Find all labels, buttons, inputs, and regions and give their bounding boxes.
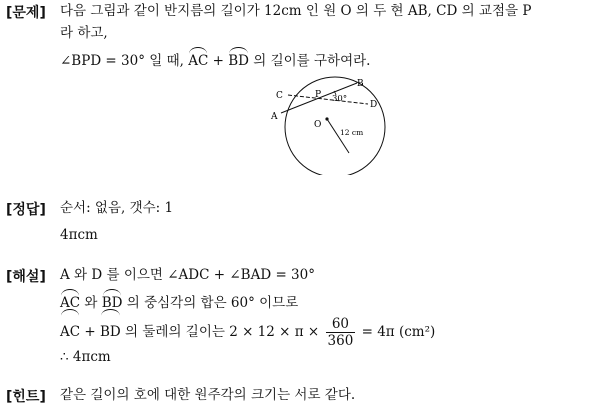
arc-ac: AC — [188, 50, 208, 70]
radius-label: 12 cm — [340, 128, 364, 137]
explanation-tag: [해설] — [6, 269, 46, 285]
problem-line-3 — [60, 50, 370, 70]
central-angle-text: 의 중심각의 합은 60° 이므로 — [122, 295, 299, 311]
answer-tag: [정답] — [6, 202, 46, 218]
explanation-line-3 — [60, 312, 435, 350]
arc-ac: AC — [60, 312, 80, 350]
result-text: = 4π (cm²) — [357, 324, 436, 340]
label-a: A — [271, 112, 278, 122]
angle-label: 30° — [332, 94, 348, 104]
problem-question: 의 길이를 구하여라. — [248, 53, 371, 69]
explanation-line-1: A 와 D 를 이으면 ∠ADC + ∠BAD = 30° — [60, 267, 315, 283]
fraction-denominator: 360 — [327, 333, 354, 349]
label-p: P — [315, 90, 322, 100]
chord-cd — [288, 95, 368, 104]
plus-sign: + — [80, 324, 100, 340]
length-text: 의 둘레의 길이는 2 × 12 × π × — [120, 324, 324, 340]
answer-line-2: 4πcm — [60, 227, 98, 243]
problem-tag: [문제] — [6, 5, 46, 21]
arc-bd: BD — [102, 292, 123, 312]
arc-bd: BD — [100, 312, 121, 350]
explanation-line-4: ∴ 4πcm — [60, 349, 111, 365]
label-o: O — [314, 120, 322, 130]
circle-figure — [268, 75, 398, 175]
label-c: C — [276, 91, 283, 101]
fraction-numerator: 60 — [326, 316, 356, 333]
center-point — [325, 117, 328, 120]
label-d: D — [370, 100, 378, 110]
label-b: B — [357, 79, 364, 89]
problem-line-2: 라 하고, — [60, 25, 108, 41]
hint-tag: [힌트] — [6, 389, 46, 405]
problem-condition: ∠BPD = 30° 일 때, — [60, 53, 189, 69]
explanation-line-2 — [60, 292, 298, 312]
connector-text: 와 — [80, 295, 102, 311]
arc-bd: BD — [228, 50, 249, 70]
plus-sign: + — [208, 53, 229, 69]
fraction — [326, 316, 356, 349]
problem-line-1: 다음 그림과 같이 반지름의 길이가 12cm 인 원 O 의 두 현 AB, CD 의 교점을 P — [60, 3, 532, 19]
arc-ac: AC — [60, 292, 80, 312]
answer-line-1: 순서: 없음, 갯수: 1 — [60, 200, 174, 216]
hint-text: 같은 길이의 호에 대한 원주각의 크기는 서로 같다. — [60, 387, 356, 403]
